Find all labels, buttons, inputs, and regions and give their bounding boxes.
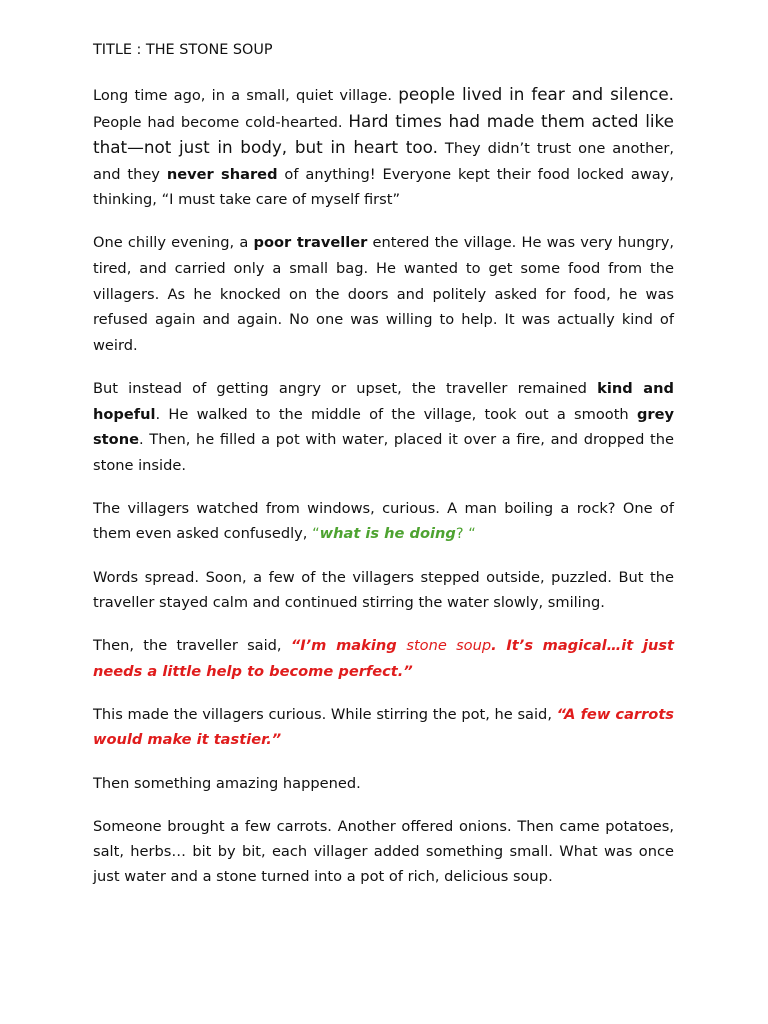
p1-text-a: Long time ago, in a small, quiet village. bbox=[93, 87, 399, 104]
p4-open-quote: “ bbox=[312, 525, 320, 543]
paragraph-2 bbox=[93, 230, 674, 358]
p6-text-a: Then, the traveller said, bbox=[93, 637, 291, 655]
p3-kind-and-hopeful: kind and hopeful bbox=[93, 379, 674, 423]
p2-text-a: One chilly evening, a bbox=[93, 234, 254, 252]
p3-text-e: . Then, he filled a pot with water, placed it over a fire, and dropped the stone inside. bbox=[93, 431, 674, 474]
p4-close-quote: ? “ bbox=[455, 525, 476, 543]
p1-text-d: Hard times had made them acted like that—not just in body, but in heart too. bbox=[93, 110, 674, 158]
p1-text-e: They didn’t trust one another, and they bbox=[93, 140, 674, 183]
paragraph-4 bbox=[93, 496, 674, 547]
p4-text-a: The villagers watched from windows, curious. A man boiling a rock? One of them even asked confusedly, bbox=[93, 499, 674, 543]
p3-text-a: But instead of getting angry or upset, the traveller remained bbox=[93, 379, 598, 397]
p3-text-c: . He walked to the middle of the village, took out a smooth bbox=[155, 405, 637, 423]
document-page bbox=[93, 40, 674, 907]
paragraph-1 bbox=[93, 82, 674, 213]
p4-what-is-he-doing: what is he doing bbox=[319, 525, 456, 543]
document-title: TITLE : THE STONE SOUP bbox=[93, 42, 273, 58]
p7-carrots-quote: “A few carrots would make it tastier.” bbox=[93, 705, 674, 749]
p1-text-b: people lived in fear and silence. bbox=[398, 84, 674, 104]
p2-text-c: entered the village. He was very hungry, tired, and carried only a small bag. He wanted to get some food from the villagers. As he knocked on the doors and politely asked for food, he was refused again and again. No one was willing to help. It was actually kind of weird. bbox=[93, 234, 675, 354]
p7-text-a: This made the villagers curious. While stirring the pot, he said, bbox=[93, 705, 557, 723]
p1-never-shared: never shared bbox=[166, 165, 278, 183]
p6-quote-start: “I’m making bbox=[290, 637, 407, 655]
p6-quote-end: . It’s magical…it just needs a little help to become perfect.” bbox=[93, 637, 674, 680]
p3-grey-stone: grey stone bbox=[93, 405, 674, 449]
paragraph-3 bbox=[93, 376, 674, 478]
p1-text-g: of anything! Everyone kept their food locked away, thinking, “I must take care of myself first” bbox=[93, 165, 674, 209]
p2-poor-traveller: poor traveller bbox=[253, 234, 368, 252]
p6-stone-soup: stone soup bbox=[406, 637, 492, 655]
p1-text-c: People had become cold-hearted. bbox=[93, 113, 349, 131]
paragraph-5: Words spread. Soon, a few of the villagers stepped outside, puzzled. But the traveller stayed calm and continued stirring the water slowly, smiling. bbox=[93, 568, 674, 612]
paragraph-9: Someone brought a few carrots. Another offered onions. Then came potatoes, salt, herbs… bit by bit, each villager added something small. What was once just water and a stone turned into a pot of rich, delicious soup. bbox=[93, 817, 674, 886]
paragraph-6 bbox=[93, 633, 674, 684]
paragraph-7 bbox=[93, 702, 674, 753]
paragraph-8: Then something amazing happened. bbox=[93, 774, 361, 792]
